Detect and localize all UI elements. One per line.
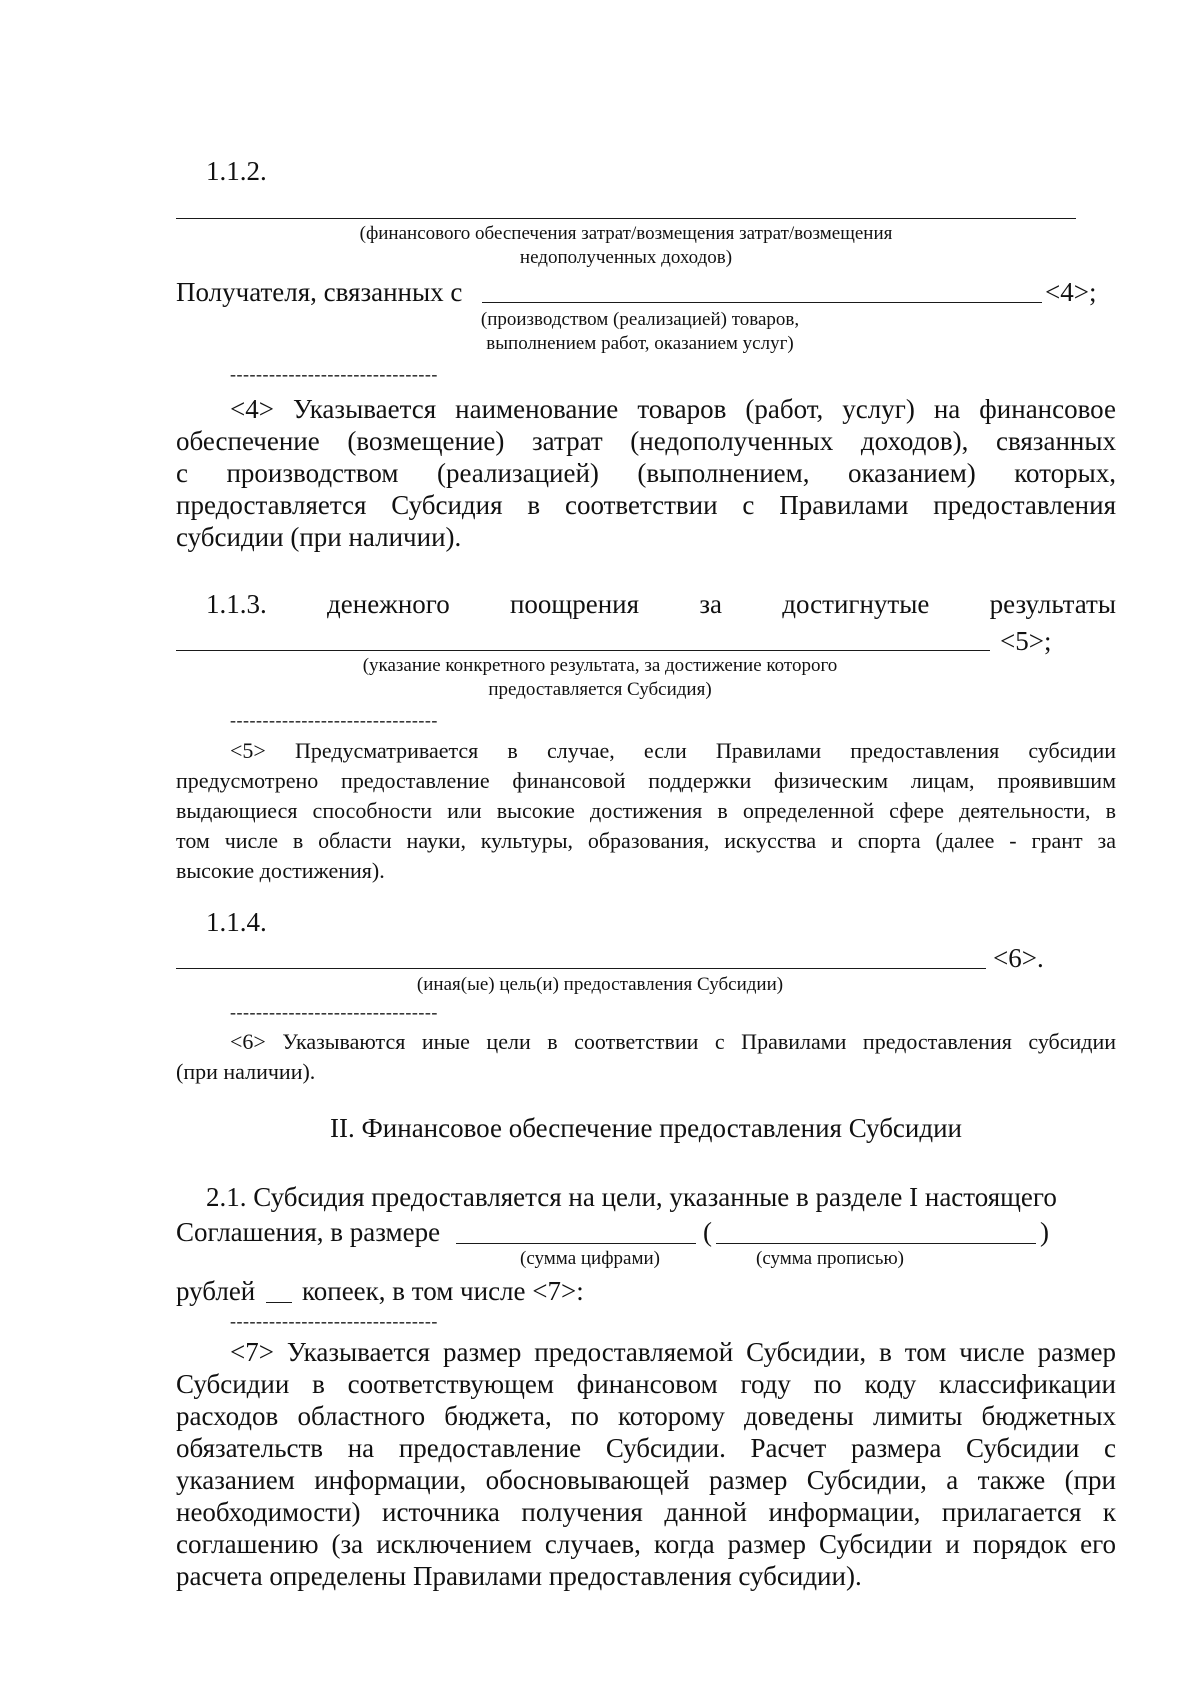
clause-2-1-line-2: Соглашения, в размере xyxy=(176,1217,441,1247)
hint-result-2: предоставляется Субсидия) xyxy=(488,679,712,700)
footnote-5-line: высокие достижения). xyxy=(176,858,385,883)
footnote-5-line: предусмотрено предоставление финансовой поддержки физическим лицам, проявившим xyxy=(176,768,1116,793)
hint-amount-words: (сумма прописью) xyxy=(756,1248,904,1269)
footnote-7-line: Субсидии в соответствующем финансовом году по коду классификации xyxy=(176,1369,1116,1399)
clause-1-1-3-word: результаты xyxy=(989,589,1116,619)
blank-line-production[interactable] xyxy=(482,302,1042,303)
footnote-4-line: предоставляется Субсидия в соответствии с Правилами предоставления xyxy=(176,490,1116,520)
footnote-4-line: обеспечение (возмещение) затрат (недополученных доходов), связанных xyxy=(176,426,1116,456)
hint-financing-type-2: недополученных доходов) xyxy=(519,247,733,268)
clause-1-1-3-heading xyxy=(206,588,1116,620)
hint-production-2: выполнением работ, оказанием услуг) xyxy=(486,333,794,354)
clause-1-1-4-number: 1.1.4. xyxy=(206,907,267,937)
clause-1-1-3-word: поощрения xyxy=(509,589,640,619)
footnote-4-line: <4> Указывается наименование товаров (работ, услуг) на финансовое xyxy=(230,394,1116,424)
footnote-separator: -------------------------------- xyxy=(230,1002,438,1022)
footnote-separator: -------------------------------- xyxy=(230,364,438,384)
footnote-4-line: с производством (реализацией) (выполнением, оказанием) которых, xyxy=(176,458,1116,488)
blank-line-result[interactable] xyxy=(176,650,990,651)
footnote-6-line: <6> Указываются иные цели в соответствии с Правилами предоставления субсидии xyxy=(230,1029,1116,1054)
hint-financing-type-1: (финансового обеспечения затрат/возмещения затрат/возмещения xyxy=(359,223,893,244)
footnote-ref-4: <4>; xyxy=(1045,277,1097,307)
hint-other-purpose: (иная(ые) цель(и) предоставления Субсидии) xyxy=(416,974,784,995)
footnote-ref-5: <5>; xyxy=(1000,626,1052,656)
footnote-7-line: указанием информации, обосновывающей размер Субсидии, а также (при xyxy=(176,1465,1116,1495)
footnote-separator: -------------------------------- xyxy=(230,710,438,730)
footnote-7-line: необходимости) источника получения данной информации, прилагается к xyxy=(176,1497,1116,1527)
footnote-5 xyxy=(176,736,1116,886)
hint-production-1: (производством (реализацией) товаров, xyxy=(480,309,800,330)
footnote-separator: -------------------------------- xyxy=(230,1311,438,1331)
footnote-4-line: субсидии (при наличии). xyxy=(176,522,462,552)
clause-1-1-3-word: за xyxy=(699,589,722,619)
kopecks-label: копеек, в том числе <7>: xyxy=(302,1276,584,1306)
recipient-text: Получателя, связанных с xyxy=(176,277,463,307)
footnote-4 xyxy=(176,393,1116,553)
footnote-ref-6: <6>. xyxy=(993,943,1044,973)
clause-1-1-3-word: денежного xyxy=(327,589,450,619)
hint-result-1: (указание конкретного результата, за достижение которого xyxy=(362,655,838,676)
footnote-6-line: (при наличии). xyxy=(176,1059,316,1084)
clause-1-1-3-number: 1.1.3. xyxy=(206,589,267,619)
rubles-label: рублей xyxy=(176,1276,256,1306)
footnote-7-line: соглашению (за исключением случаев, когда размер Субсидии и порядок его xyxy=(176,1529,1116,1559)
amount-digits-blank[interactable] xyxy=(456,1243,696,1244)
footnote-7-line: обязательств на предоставление Субсидии. Расчет размера Субсидии с xyxy=(176,1433,1116,1463)
footnote-5-line: <5> Предусматривается в случае, если Правилами предоставления субсидии xyxy=(230,738,1116,763)
hint-amount-digits: (сумма цифрами) xyxy=(520,1248,660,1269)
footnote-5-line: том числе в области науки, культуры, образования, искусства и спорта (далее - грант за xyxy=(176,828,1116,853)
close-paren: ) xyxy=(1040,1217,1049,1247)
blank-line-other-purpose[interactable] xyxy=(176,968,986,969)
footnote-7-line: расчета определены Правилами предоставления субсидии). xyxy=(176,1561,862,1591)
blank-line-1-1-2[interactable] xyxy=(176,218,1076,219)
footnote-7 xyxy=(176,1336,1116,1592)
footnote-6 xyxy=(176,1027,1116,1087)
footnote-5-line: выдающиеся способности или высокие достижения в определенной сфере деятельности, в xyxy=(176,798,1116,823)
section-2-title: II. Финансовое обеспечение предоставления Субсидии xyxy=(329,1113,963,1143)
clause-2-1-line-1: 2.1. Субсидия предоставляется на цели, указанные в разделе I настоящего xyxy=(206,1182,1057,1212)
clause-1-1-3-word: достигнутые xyxy=(782,589,930,619)
footnote-7-line: расходов областного бюджета, по которому доведены лимиты бюджетных xyxy=(176,1401,1116,1431)
open-paren: ( xyxy=(703,1217,712,1247)
clause-1-1-2-number: 1.1.2. xyxy=(206,156,267,186)
amount-words-blank[interactable] xyxy=(716,1243,1036,1244)
kopecks-blank[interactable] xyxy=(266,1302,292,1303)
footnote-7-line: <7> Указывается размер предоставляемой Субсидии, в том числе размер xyxy=(230,1337,1116,1367)
